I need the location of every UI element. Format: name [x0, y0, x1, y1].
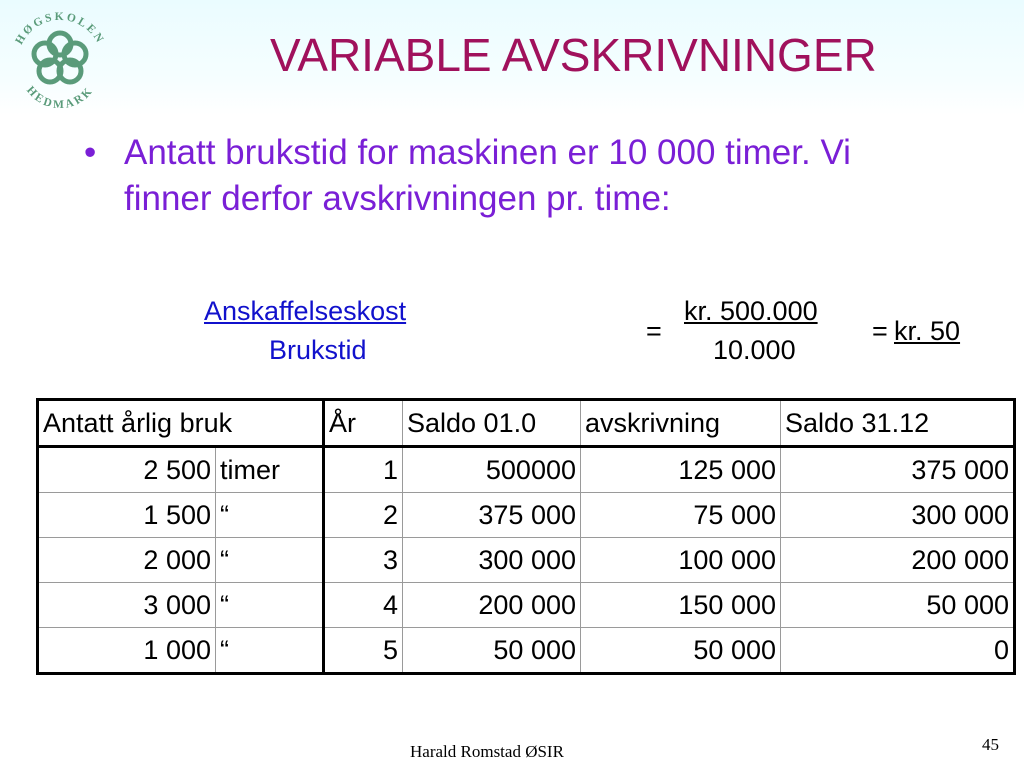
header-cell: Antatt årlig bruk — [38, 400, 324, 447]
table-row — [38, 447, 1015, 493]
cell-unit: “ — [216, 628, 324, 674]
cell-opening-balance: 300 000 — [403, 538, 581, 583]
footer-author: Harald Romstad ØSIR — [410, 742, 564, 761]
cell-year: 1 — [324, 447, 403, 493]
table-row — [38, 538, 1015, 583]
cell-depreciation: 100 000 — [581, 538, 781, 583]
formula-numerator-label: Anskaffelseskost — [204, 296, 407, 326]
cell-unit: “ — [216, 583, 324, 628]
cell-opening-balance: 500000 — [403, 447, 581, 493]
table-row — [38, 628, 1015, 674]
header-cell: avskrivning — [581, 400, 781, 447]
cell-depreciation: 150 000 — [581, 583, 781, 628]
table-row — [38, 493, 1015, 538]
cell-depreciation: 75 000 — [581, 493, 781, 538]
bullet-text: Antatt brukstid for maskinen er 10 000 timer. Vi finner derfor avskrivningen pr. time: — [124, 133, 851, 218]
table-header-row — [38, 400, 1015, 447]
cell-depreciation: 50 000 — [581, 628, 781, 674]
formula-equals-sign-2: = — [872, 316, 888, 346]
cell-unit: “ — [216, 493, 324, 538]
cell-usage: 2 000 — [38, 538, 216, 583]
cell-usage: 1 000 — [38, 628, 216, 674]
cell-year: 4 — [324, 583, 403, 628]
cell-closing-balance: 300 000 — [781, 493, 1015, 538]
cell-closing-balance: 50 000 — [781, 583, 1015, 628]
cell-closing-balance: 200 000 — [781, 538, 1015, 583]
cell-usage: 3 000 — [38, 583, 216, 628]
cell-closing-balance: 375 000 — [781, 447, 1015, 493]
header-cell: År — [324, 400, 403, 447]
formula-fraction-numerator: kr. 500.000 — [684, 296, 818, 326]
formula-denominator-label: Brukstid — [269, 335, 367, 365]
cell-closing-balance: 0 — [781, 628, 1015, 674]
header-cell: Saldo 01.0 — [403, 400, 581, 447]
cell-year: 5 — [324, 628, 403, 674]
formula-equals-sign: = — [646, 316, 662, 346]
header-cell: Saldo 31.12 — [781, 400, 1015, 447]
svg-text:HEDMARK: HEDMARK — [24, 84, 96, 112]
hogskolen-hedmark-logo — [4, 4, 116, 116]
slide-title: VARIABLE AVSKRIVNINGER — [270, 29, 877, 81]
cell-opening-balance: 375 000 — [403, 493, 581, 538]
cell-opening-balance: 50 000 — [403, 628, 581, 674]
cell-year: 3 — [324, 538, 403, 583]
cell-unit: “ — [216, 538, 324, 583]
bullet-marker: • — [84, 133, 97, 172]
cell-depreciation: 125 000 — [581, 447, 781, 493]
cell-year: 2 — [324, 493, 403, 538]
formula-result: kr. 50 — [894, 316, 961, 346]
cell-usage: 1 500 — [38, 493, 216, 538]
cell-opening-balance: 200 000 — [403, 583, 581, 628]
svg-text:HØGSKOLEN: HØGSKOLEN — [13, 10, 107, 47]
cell-usage: 2 500 — [38, 447, 216, 493]
table-row — [38, 583, 1015, 628]
formula-fraction-denominator: 10.000 — [713, 335, 796, 365]
cell-unit: timer — [216, 447, 324, 493]
page-number: 45 — [982, 735, 999, 754]
depreciation-table — [36, 398, 1016, 675]
